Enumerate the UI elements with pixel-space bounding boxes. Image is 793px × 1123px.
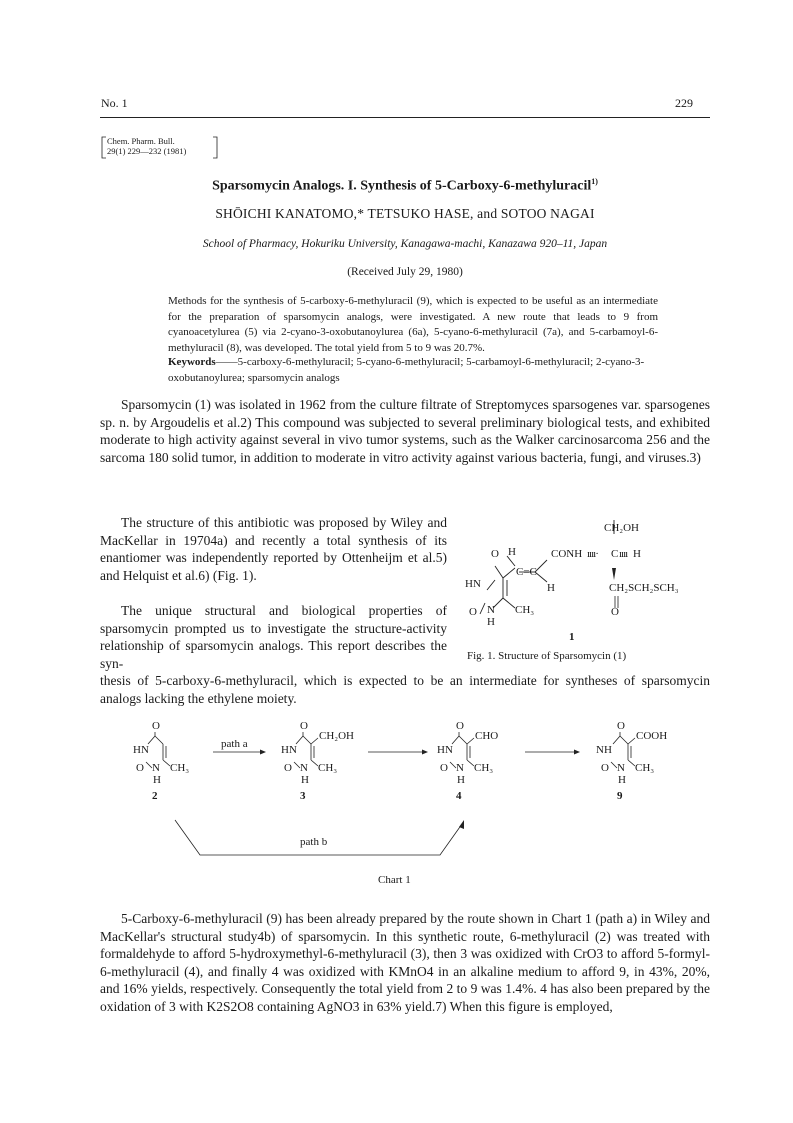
final-paragraph: 5-Carboxy-6-methyluracil (9) has been already prepared by the route shown in Chart 1 (path a) in Wiley and MacKellar's structural study4b) of sparsomycin. In this synthetic route, 6-methyluracil (2) was treated with formaldehyde to afford 5-hydroxymethyl-6-methyluracil (3), then 3 was oxidized with CrO3 to afford 5-formyl-6-methyluracil (4), and finally 4 was oxidized with KMnO4 in an alkaline medium to afford 9, in 43%, 20%, and 16% yields, respectively. Consequently the total yield from 2 to 9 was 1.4%. 4 has also been prepared by the oxidation of 3 with K2S2O8 containing AgNO3 in 63% yield.7) When this figure is employed, xyxy=(100,911,710,1014)
c9-nh: NH xyxy=(596,744,612,756)
fig1-hash-bond: ıııı· xyxy=(587,548,598,560)
fig1-ch2oh: CH₂OH xyxy=(604,522,640,534)
affiliation: School of Pharmacy, Hokuriku University, Kanagawa-machi, Kanazawa 920–11, Japan xyxy=(202,238,608,250)
abstract: Methods for the synthesis of 5-carboxy-6-methyluracil (9), which is expected to be useful as an intermediate for the preparation of sparsomycin analogs, were investigated. A new route that leads to 9 from cyanoacetylurea (5) via 2-cyano-3-oxobutanoylurea (6a), 5-cyano-6-methyluracil (7a), and 5-carbamoyl-6-methyluracil (8), was developed. The total yield from 5 to 9 was 20.7%. xyxy=(168,295,658,354)
fig1-hash-bond-2: ıııı xyxy=(619,548,628,560)
c4-sub: CHO xyxy=(475,730,499,742)
fig1-caption: Fig. 1. Structure of Sparsomycin (1) xyxy=(467,650,627,662)
fig1-h-lower: H xyxy=(547,582,555,594)
c4-o-left: O xyxy=(440,762,448,774)
unique-properties-paragraph: The unique structural and biological properties of sparsomycin prompted us to investigate the structure-activity relationship of sparsomycin analogs. This report describes the syn- xyxy=(100,603,447,671)
figure-1-structure xyxy=(455,518,715,668)
c2-o-top: O xyxy=(152,720,160,732)
fig1-c-eq: C=C xyxy=(516,566,537,578)
c3-o-top: O xyxy=(300,720,308,732)
c9-number: 9 xyxy=(617,790,623,802)
citation-journal: Chem. Pharm. Bull. xyxy=(107,136,175,146)
c9-o-top: O xyxy=(617,720,625,732)
c4-number: 4 xyxy=(456,790,462,802)
path-b-label: path b xyxy=(300,836,328,848)
c3-o-left: O xyxy=(284,762,292,774)
c3-n: N xyxy=(300,762,308,774)
fig1-hn: HN xyxy=(465,578,481,590)
title-footnote-ref: 1) xyxy=(591,177,598,186)
journal-issue: No. 1 xyxy=(101,96,128,110)
c2-h: H xyxy=(153,774,161,786)
fig1-conh: CONH xyxy=(551,548,583,560)
chart-1-bonds-arrows xyxy=(100,712,710,892)
c9-o-left: O xyxy=(601,762,609,774)
c4-h: H xyxy=(457,774,465,786)
fig1-ch3: CH₃ xyxy=(515,604,535,616)
citation-volume: 29(1) 229—232 (1981) xyxy=(107,146,187,156)
page-number: 229 xyxy=(675,96,693,110)
c4-n: N xyxy=(456,762,464,774)
structure-paragraph: The structure of this antibiotic was proposed by Wiley and MacKellar in 19704a) and recently a total synthesis of its enantiomer was independently reported by Ottenheijm et al.5) and Helquist et al.6) (Fig. 1). xyxy=(100,515,447,583)
c4-ch3: CH₃ xyxy=(474,762,494,774)
c4-nh: HN xyxy=(437,744,453,756)
c2-ch3: CH₃ xyxy=(170,762,190,774)
fig1-n-bottom: N xyxy=(487,604,495,616)
fig1-h-vinyl: H xyxy=(508,546,516,558)
header-rule xyxy=(100,117,710,118)
c9-h: H xyxy=(618,774,626,786)
fig1-chiral-c: C xyxy=(611,548,619,560)
unique-properties-continued: thesis of 5-carboxy-6-methyluracil, which is expected to be an intermediate for syntheses of sparsomycin analogs lacking the ethylene moiety. xyxy=(100,673,710,706)
c2-o-left: O xyxy=(136,762,144,774)
c9-sub: COOH xyxy=(636,730,668,742)
chart-1-scheme xyxy=(100,712,710,892)
c4-o-top: O xyxy=(456,720,464,732)
c3-sub: CH₂OH xyxy=(319,730,355,742)
c3-number: 3 xyxy=(300,790,306,802)
fig1-o-bottom: O xyxy=(469,606,477,618)
keywords xyxy=(168,355,658,386)
chart-1-caption: Chart 1 xyxy=(378,874,411,886)
keywords-text: ——5-carboxy-6-methyluracil; 5-cyano-6-methyluracil; 5-carbamoyl-6-methyluracil; 2-cyano-3-oxobutanoylurea; sparsomycin analogs xyxy=(168,356,645,384)
c2-n: N xyxy=(152,762,160,774)
keywords-label: Keywords xyxy=(168,356,216,368)
c3-nh: HN xyxy=(281,744,297,756)
c9-ch3: CH₃ xyxy=(635,762,655,774)
c9-n: N xyxy=(617,762,625,774)
fig1-h-chiral: H xyxy=(633,548,641,560)
fig1-h-n: H xyxy=(487,616,495,628)
paper-title-text: Sparsomycin Analogs. I. Synthesis of 5-Carboxy-6-methyluracil xyxy=(212,178,592,194)
fig1-side-chain: CH₂SCH₂SCH₃ xyxy=(609,582,679,594)
received-date: (Received July 29, 1980) xyxy=(347,266,463,278)
intro-paragraph: Sparsomycin (1) was isolated in 1962 from the culture filtrate of Streptomyces sparsogenes var. sparsogenes sp. n. by Argoudelis et al.2) This compound was subjected to several preliminary biological tests, and exhibited moderate to high activity against several in vivo tumor systems, such as the Walker carcinosarcoma 256 and the sarcoma 180 solid tumor, in addition to moderate in vitro activity against various bacteria, fungi, and viruses.3) xyxy=(100,397,710,465)
fig1-s-oxide: O xyxy=(611,606,619,618)
fig1-o-ring: O xyxy=(491,548,499,560)
author-list: SHŌICHI KANATOMO,* TETSUKO HASE, and SOTOO NAGAI xyxy=(215,206,595,221)
fig1-compound-number: 1 xyxy=(569,631,575,643)
c3-h: H xyxy=(301,774,309,786)
path-a-label: path a xyxy=(221,738,248,750)
c3-ch3: CH₃ xyxy=(318,762,338,774)
c2-nh: HN xyxy=(133,744,149,756)
paper-title xyxy=(100,177,710,195)
c2-number: 2 xyxy=(152,790,158,802)
